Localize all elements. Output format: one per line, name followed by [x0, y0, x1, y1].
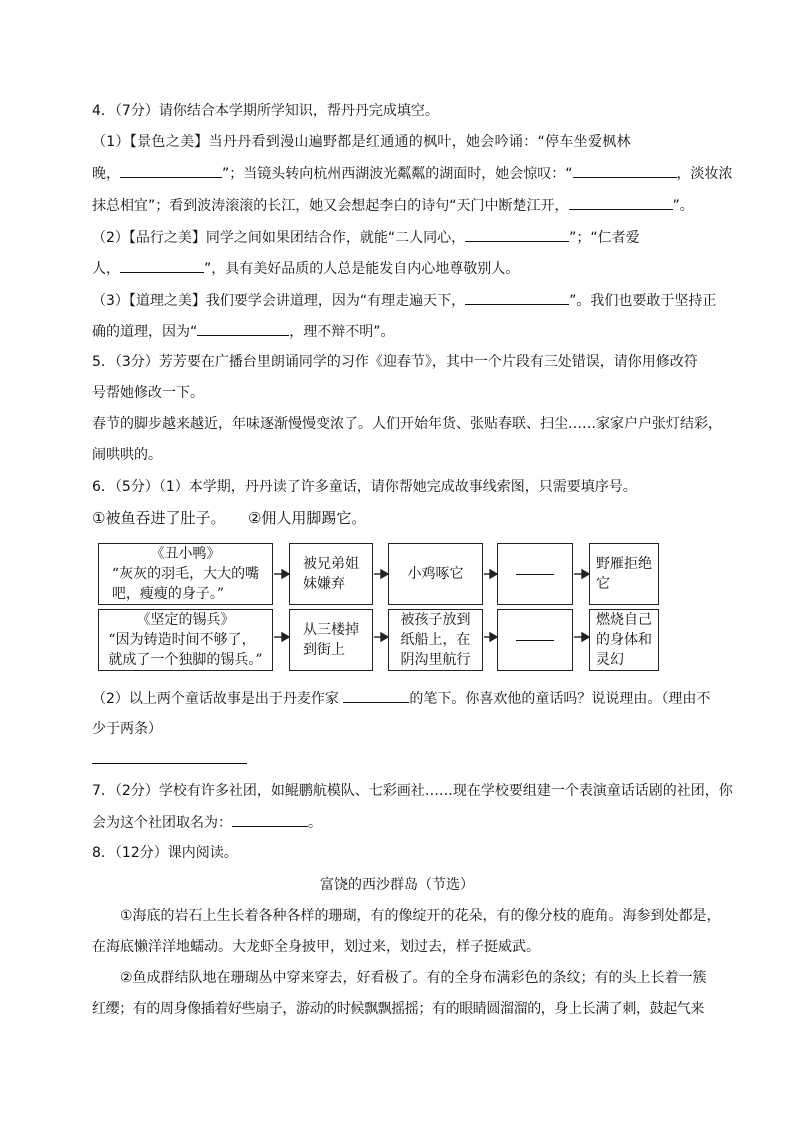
step-text: 妹嫌弃	[303, 576, 345, 592]
text: ”；“仁者爱	[569, 230, 640, 246]
passage-title: 富饶的西沙群岛（节选）	[320, 877, 474, 893]
q7-title-line2	[92, 812, 322, 833]
q5-passage-line2: 闹哄哄的。	[92, 447, 162, 463]
text: 抹总相宜”；看到波涛滚滚的长江，她又会想起李白的诗句“天门中断楚江开，	[92, 198, 569, 214]
q5-title-line1: 5．（3分）芳芳要在广播台里朗诵同学的习作《迎春节》，其中一个片段有三处错误，请你用修改符	[92, 354, 698, 370]
arrow-head-icon	[282, 633, 289, 641]
text: 会为这个社团取名为：	[92, 815, 232, 831]
step-text: 从三楼掉	[303, 622, 359, 638]
step-text: 到街上	[303, 642, 345, 658]
author-blank[interactable]	[343, 688, 409, 703]
text: （2）以上两个童话故事是出于丹麦作家	[92, 691, 344, 707]
q5-title-line2: 号帮她修改一下。	[92, 385, 204, 401]
q4-part1-line1: （1）【景色之美】当丹丹看到漫山遍野都是红通通的枫叶，她会吟诵：“停车坐爱枫林	[92, 134, 631, 150]
step-text: 小鸡啄它	[407, 566, 464, 582]
passage-para1-line2: 在海底懒洋洋地蠕动。大龙虾全身披甲，划过来，划过去，样子挺威武。	[92, 939, 540, 955]
step-text: 被兄弟姐	[303, 556, 359, 572]
arrow-head-icon	[381, 570, 388, 578]
q6-part2-line2: 少于两条）	[92, 721, 162, 737]
q4-title: 4．（7分）请你结合本学期所学知识，帮丹丹完成填空。	[92, 103, 439, 119]
text: ，淡妆浓	[676, 166, 733, 182]
text: 。	[308, 815, 322, 831]
passage-para1-line1: ①海底的岩石上生长着各种各样的珊瑚，有的像绽开的花朵，有的像分枝的鹿角。海参到处都是，	[120, 908, 721, 924]
text: （2）【品行之美】同学之间如果团结合作，就能“二人同心，	[92, 230, 466, 246]
book-title: 《坚定的锡兵》	[136, 612, 235, 628]
step-text: 被孩子放到	[400, 612, 471, 628]
step-text: 阴沟里航行	[400, 652, 471, 668]
q6-title: 6．（5分）（1）本学期，丹丹读了许多童话，请你帮她完成故事线索图，只需要填序号。	[92, 479, 637, 495]
text: ”，具有美好品质的人总是能发自内心地尊敬别人。	[204, 261, 520, 277]
arrow-head-icon	[582, 570, 589, 578]
arrow-head-icon	[490, 570, 497, 578]
q6-options: ①被鱼吞进了肚子。 ②佣人用脚踢它。	[92, 509, 367, 527]
book-quote: “因为铸造时间不够了，	[108, 632, 256, 648]
q8-title: 8．（12分）课内阅读。	[92, 845, 238, 861]
arrow-head-icon	[582, 633, 589, 641]
club-name-blank[interactable]	[232, 812, 308, 827]
arrow-head-icon	[490, 633, 497, 641]
book-quote: 就成了一个独脚的锡兵。”	[108, 652, 263, 668]
step-text: 野雁拒绝	[596, 556, 652, 572]
text: 确的道理，因为“	[92, 324, 198, 340]
text: 晚，	[92, 166, 120, 182]
step-text: 的身体和	[596, 632, 652, 648]
text: ”。	[672, 198, 694, 214]
q6-part2-line1	[92, 688, 710, 709]
q5-passage-line1: 春节的脚步越来越近，年味逐渐慢慢变浓了。人们开始年货、张贴春联、扫尘……家家户户张灯结彩，	[92, 416, 722, 432]
q7-title-line1: 7．（2分）学校有许多社团，如鲲鹏航模队、七彩画社……现在学校要组建一个表演童话话剧的社团，你	[92, 783, 733, 799]
text: 的笔下。你喜欢他的童话吗？说说理由。（理由不	[409, 691, 711, 707]
book-quote: 吧，瘦瘦的身子。”	[111, 586, 225, 602]
book-title: 《丑小鸭》	[150, 546, 221, 562]
passage-para2-line2: 红缨；有的周身像插着好些扇子，游动的时候飘飘摇摇；有的眼睛圆溜溜的，身上长满了刺，鼓起气来	[92, 1001, 704, 1017]
text: 人，	[92, 261, 120, 277]
text: ，理不辩不明”。	[289, 324, 395, 340]
text: ”；当镜头转向杭州西湖波光粼粼的湖面时，她会惊叹：“	[222, 166, 573, 182]
step-text: 燃烧自己	[596, 612, 652, 628]
arrow-head-icon	[381, 633, 388, 641]
text: （3）【道理之美】我们要学会讲道理，因为“有理走遍天下，	[92, 293, 466, 309]
step-text: 纸船上，在	[400, 632, 471, 648]
step-text: 灵幻	[596, 652, 624, 668]
arrow-head-icon	[282, 570, 289, 578]
step-text: 它	[596, 576, 610, 592]
book-quote: “灰灰的羽毛，大大的嘴	[111, 566, 260, 582]
reason-answer-line[interactable]	[92, 763, 247, 764]
passage-para2-line1: ②鱼成群结队地在珊瑚丛中穿来穿去，好看极了。有的全身布满彩色的条纹；有的头上长着一簇	[120, 970, 707, 986]
text: ”。我们也要敢于坚持正	[569, 293, 717, 309]
